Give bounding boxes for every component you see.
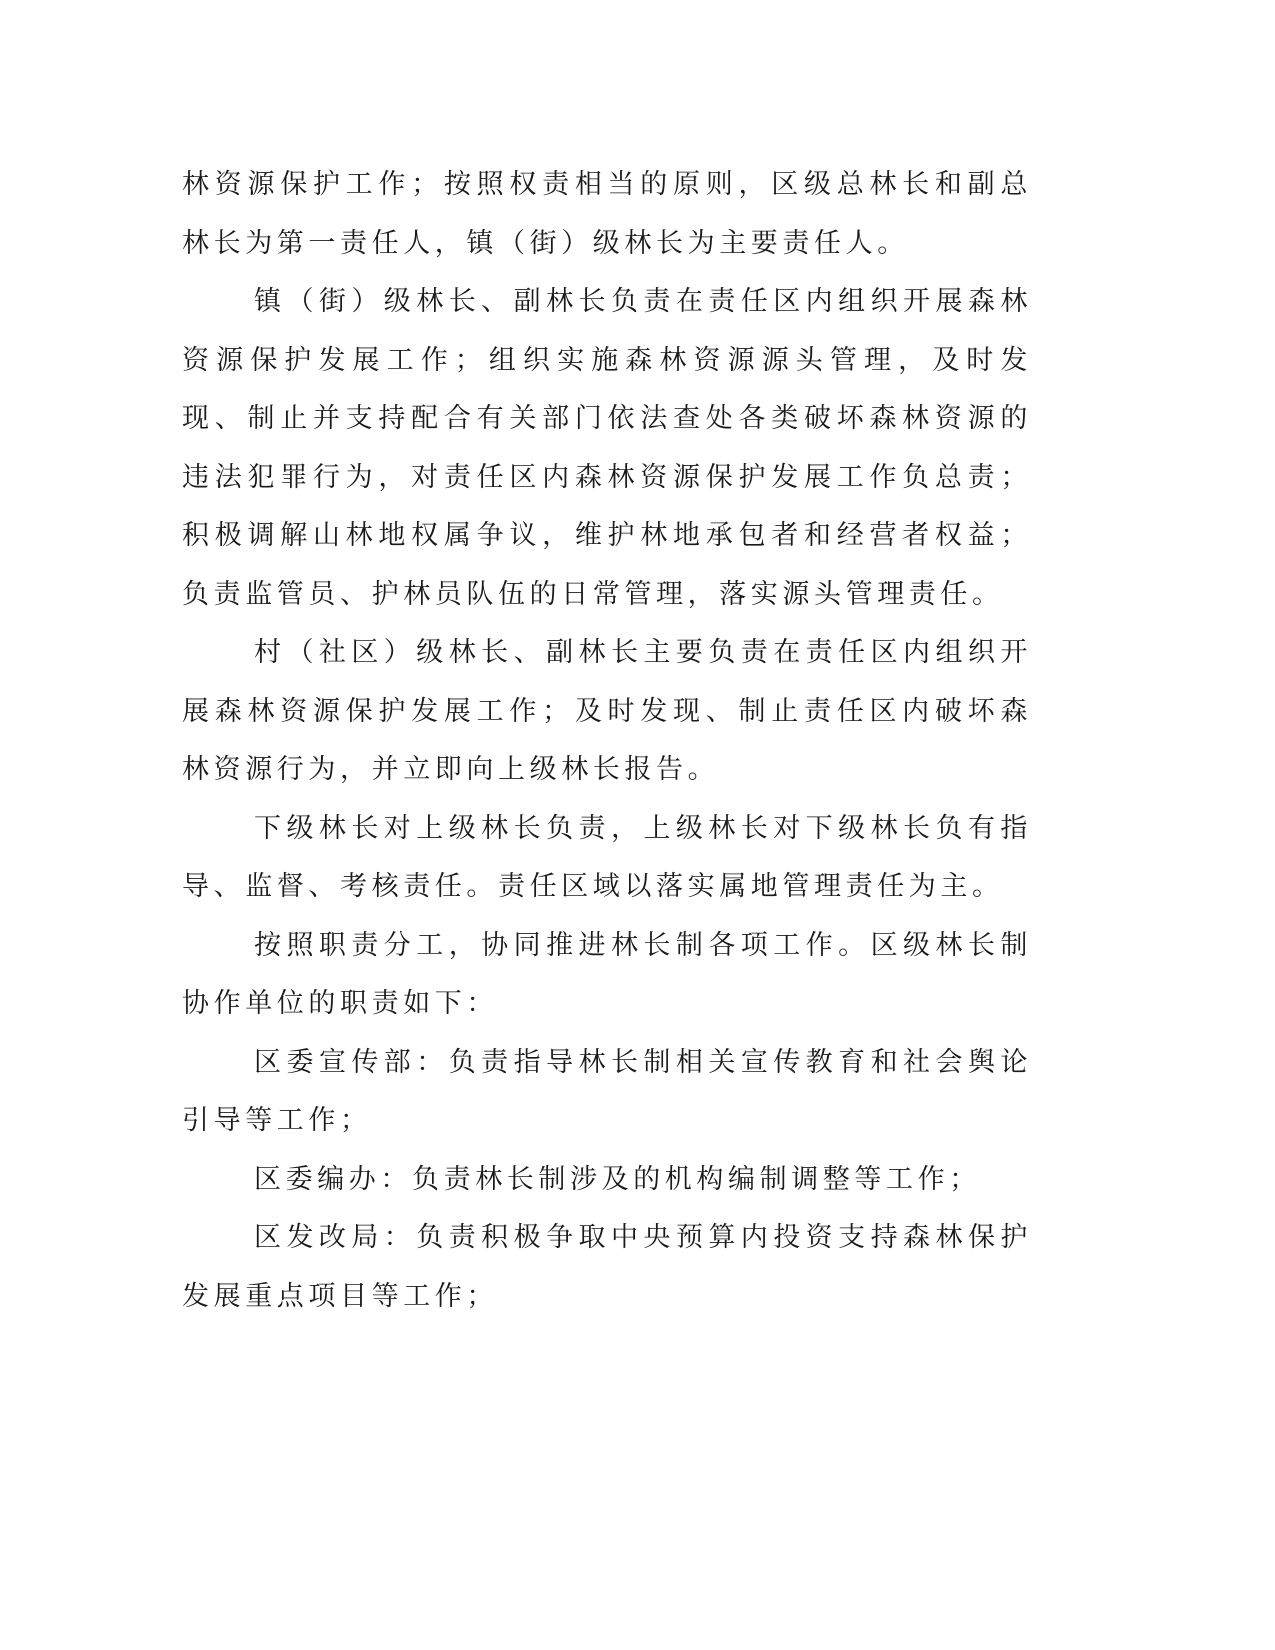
paragraph: 林资源保护工作；按照权责相当的原则，区级总林长和副总林长为第一责任人，镇（街）级林长为主要责任人。 [182,169,1032,259]
paragraph: 区委编办：负责林长制涉及的机构编制调整等工作； [254,1163,981,1195]
paragraph: 区委宣传部：负责指导林长制相关宣传教育和社会舆论引导等工作； [182,1046,1032,1136]
paragraph: 按照职责分工，协同推进林长制各项工作。区级林长制协作单位的职责如下： [182,929,1032,1019]
paragraph: 镇（街）级林长、副林长负责在责任区内组织开展森林资源保护发展工作；组织实施森林资源源头管理，及时发现、制止并支持配合有关部门依法查处各类破坏森林资源的违法犯罪行为，对责任区内森林资源保护发展工作负总责；积极调解山林地权属争议，维护林地承包者和经营者权益；负责监管员、护林员队伍的日常管理，落实源头管理责任。 [182,286,1032,610]
paragraph: 村（社区）级林长、副林长主要负责在责任区内组织开展森林资源保护发展工作；及时发现、制止责任区内破坏森林资源行为，并立即向上级林长报告。 [182,637,1032,785]
document-body [182,156,1032,1326]
paragraph: 下级林长对上级林长负责，上级林长对下级林长负有指导、监督、考核责任。责任区域以落实属地管理责任为主。 [182,812,1032,902]
paragraph: 区发改局：负责积极争取中央预算内投资支持森林保护发展重点项目等工作； [182,1222,1032,1312]
